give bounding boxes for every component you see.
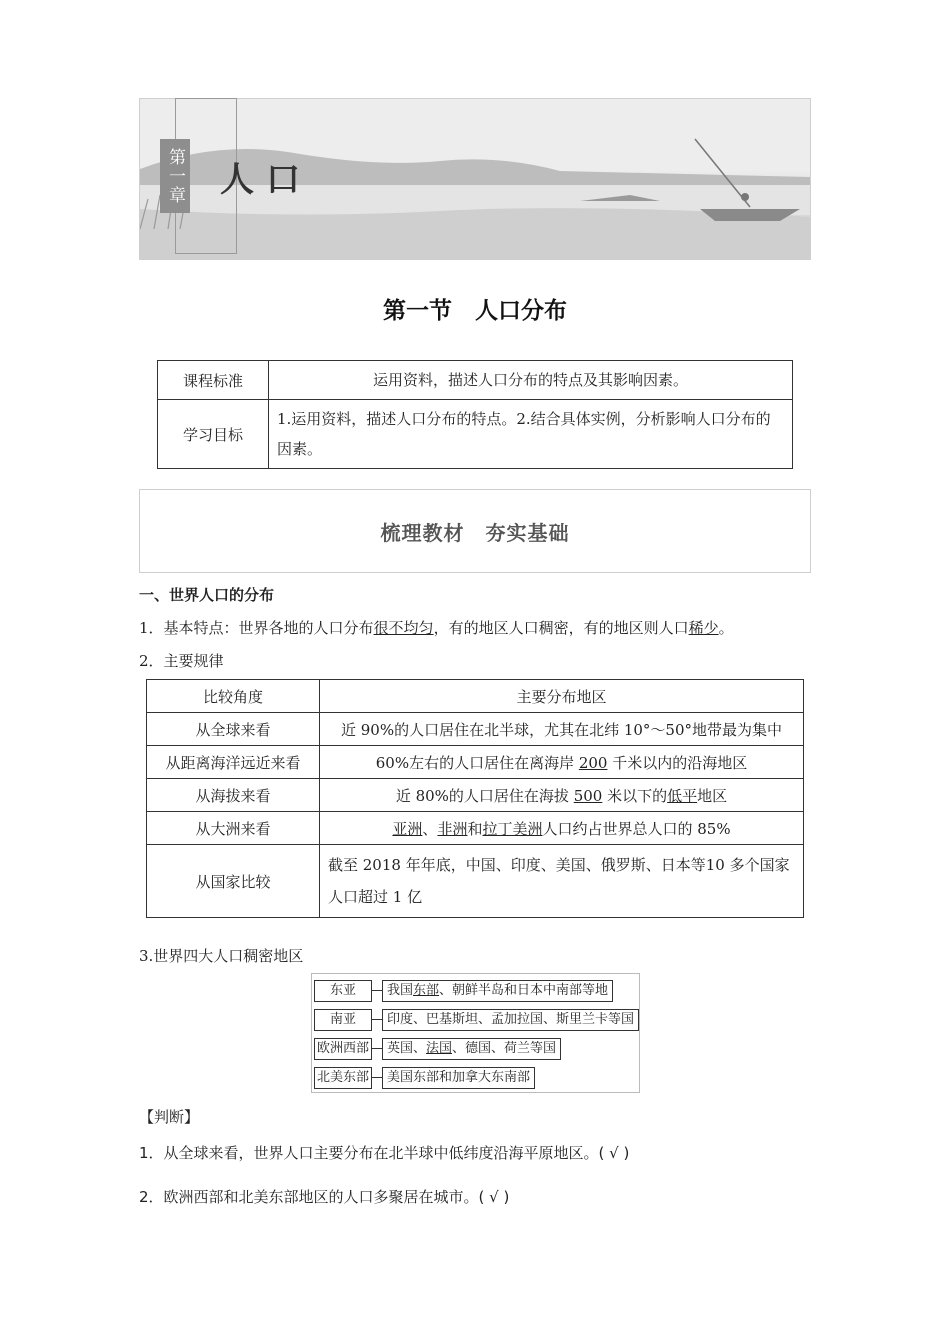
connector-line xyxy=(372,1019,382,1020)
standards-table xyxy=(157,360,793,469)
connector-line xyxy=(372,990,382,991)
table-cell: 从全球来看 xyxy=(147,713,320,746)
chapter-tag: 第一章 xyxy=(160,139,190,213)
table-header-row xyxy=(147,680,804,713)
connector-line xyxy=(372,1077,382,1078)
table-cell: 从大洲来看 xyxy=(147,812,320,845)
table-value: 运用资料，描述人口分布的特点及其影响因素。 xyxy=(269,361,793,400)
region-countries: 印度、巴基斯坦、孟加拉国、斯里兰卡等国 xyxy=(382,1009,639,1031)
region-countries: 我国东部、朝鲜半岛和日本中南部等地 xyxy=(382,980,613,1002)
rules-table xyxy=(146,679,804,918)
table-cell: 从国家比较 xyxy=(147,845,320,918)
judge-label: 【判断】 xyxy=(139,1108,200,1126)
table-row xyxy=(158,361,793,400)
section-box-heading: 梳理教材 夯实基础 xyxy=(139,489,811,573)
banner-frame-line xyxy=(175,98,236,99)
table-row xyxy=(147,779,804,812)
table-cell: 近 80%的人口居住在海拔 500 米以下的低平地区 xyxy=(320,779,804,812)
region-label: 东亚 xyxy=(314,980,372,1002)
judge-item: 2．欧洲西部和北美东部地区的人口多聚居在城市。( √ ) xyxy=(139,1188,510,1206)
connector-line xyxy=(372,1048,382,1049)
region-label: 南亚 xyxy=(314,1009,372,1031)
dense-regions-diagram xyxy=(311,973,640,1093)
region-countries: 美国东部和加拿大东南部 xyxy=(382,1067,535,1089)
table-row xyxy=(147,812,804,845)
table-value: 1.运用资料，描述人口分布的特点。2.结合具体实例，分析影响人口分布的因素。 xyxy=(269,400,793,469)
basic-feature-line: 1．基本特点：世界各地的人口分布很不均匀，有的地区人口稠密，有的地区则人口稀少。 xyxy=(139,619,734,637)
table-cell: 从海拔来看 xyxy=(147,779,320,812)
region-countries: 英国、法国、德国、荷兰等国 xyxy=(382,1038,561,1060)
judge-item: 1．从全球来看，世界人口主要分布在北半球中低纬度沿海平原地区。( √ ) xyxy=(139,1144,630,1162)
region-label: 北美东部 xyxy=(314,1067,372,1089)
region-label: 欧洲西部 xyxy=(314,1038,372,1060)
table-key: 课程标准 xyxy=(158,361,269,400)
banner-frame-line xyxy=(175,253,236,254)
dense-regions-label: 3.世界四大人口稠密地区 xyxy=(139,947,304,965)
column-header: 主要分布地区 xyxy=(320,680,804,713)
chapter-title: 人口 xyxy=(220,160,312,200)
table-row xyxy=(147,845,804,918)
table-cell: 截至 2018 年年底，中国、印度、美国、俄罗斯、日本等10 多个国家人口超过 1 亿 xyxy=(320,845,804,918)
table-cell: 亚洲、非洲和拉丁美洲人口约占世界总人口的 85% xyxy=(320,812,804,845)
table-cell: 从距离海洋远近来看 xyxy=(147,746,320,779)
table-row xyxy=(147,746,804,779)
table-row xyxy=(147,713,804,746)
section-title: 第一节 人口分布 xyxy=(383,298,567,324)
heading-world-distribution: 一、世界人口的分布 xyxy=(139,586,275,604)
table-row xyxy=(158,400,793,469)
table-cell: 60%左右的人口居住在离海岸 200 千米以内的沿海地区 xyxy=(320,746,804,779)
table-key: 学习目标 xyxy=(158,400,269,469)
table-cell: 近 90%的人口居住在北半球，尤其在北纬 10°～50°地带最为集中 xyxy=(320,713,804,746)
column-header: 比较角度 xyxy=(147,680,320,713)
main-rules-label: 2．主要规律 xyxy=(139,652,224,670)
